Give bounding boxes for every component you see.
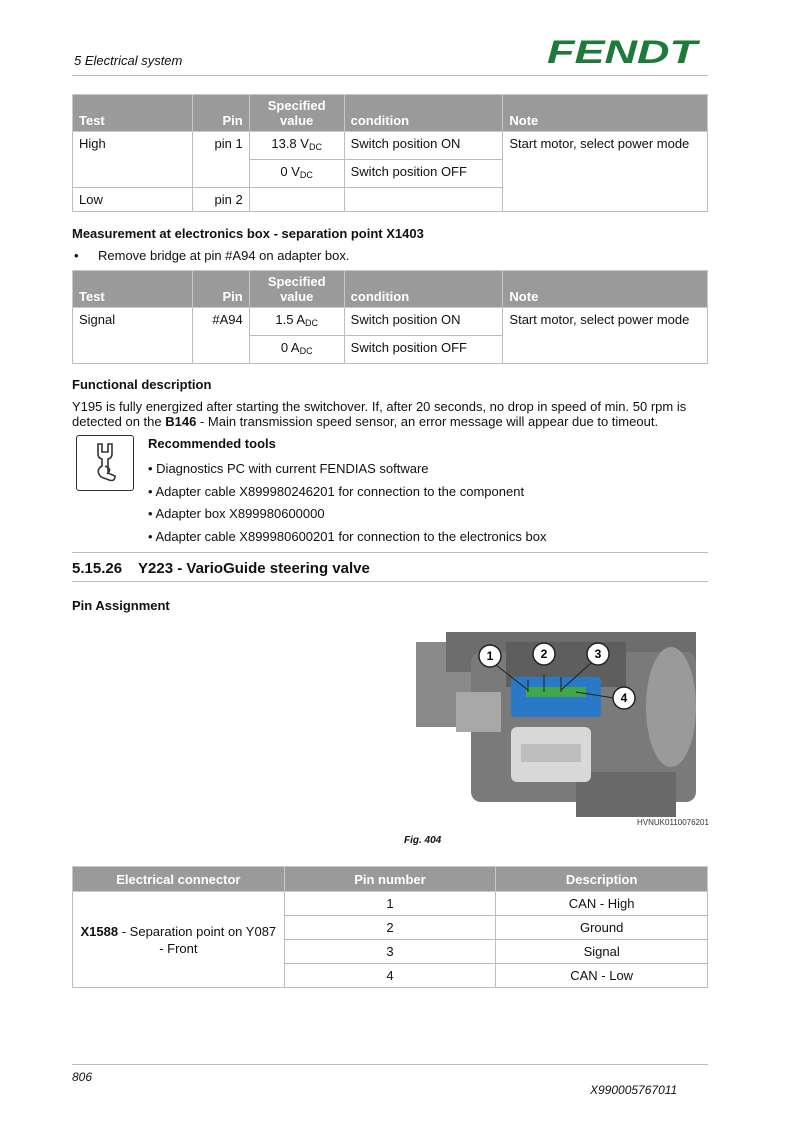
condition-cell [344,188,503,212]
document-number: X990005767011 [590,1083,678,1097]
col-header-condition: condition [344,95,503,132]
table-row [73,892,708,916]
col-header-connector: Electrical connector [73,867,285,892]
page-number: 806 [72,1070,93,1084]
figure-caption: Fig. 404 [404,835,442,846]
value-cell: 0 $V_{DC}$ [249,160,344,188]
list-item: • Adapter box X899980600000 [148,506,325,522]
measurement-table-1 [72,94,708,212]
measurement-table-2 [72,270,708,364]
list-item: • Adapter cable X899980246201 for connection to the component [148,483,525,499]
value-cell [249,188,344,212]
callout-label: 3 [594,647,602,661]
note-cell: Start motor, select power mode [503,308,708,364]
list-item: • Diagnostics PC with current FENDIAS software [148,461,429,476]
col-header-description: Description [496,867,708,892]
table-row [73,132,708,160]
col-header-pin: Pin [192,271,249,308]
bullet-icon: • [74,248,79,263]
condition-cell: Switch position ON [344,132,503,160]
fendt-logo-graphic [545,36,700,68]
condition-cell: Switch position OFF [344,160,503,188]
tools-icon [76,435,134,491]
pin-cell: #A94 [192,308,249,364]
description-cell: CAN - High [496,892,708,916]
value-cell: 13.8 $V_{DC}$ [249,132,344,160]
callout-label: 1 [486,649,494,663]
valve-connector-image [416,632,696,820]
condition-cell: Switch position ON [344,308,503,336]
col-header-specified-value: Specified value [249,271,344,308]
functional-heading: Functional description [72,377,212,392]
test-cell: High [73,132,193,188]
bullet-text: Remove bridge at pin #A94 on adapter box. [98,248,350,263]
tools-list [148,458,546,549]
col-header-note: Note [503,95,708,132]
section-rule-bottom [72,581,708,582]
image-id: HVNUK0110076201 [637,818,709,827]
section-rule-top [72,552,708,553]
callout-label: 2 [540,647,548,661]
fendt-logo [545,36,700,71]
pin-assignment-heading: Pin Assignment [72,598,170,613]
functional-text: Y195 is fully energized after starting the switchover. If, after 20 seconds, no drop in speed of min. 50 rpm is detected on the B146 - Main transmission speed sensor, an error message will appear due to timeout. [72,399,687,429]
col-header-condition: condition [344,271,503,308]
header-rule [72,75,708,76]
table-row [73,308,708,336]
col-header-note: Note [503,271,708,308]
valve-illustration [416,632,696,820]
value-cell: 1.5 $A_{DC}$ [249,308,344,336]
footer-rule [72,1064,708,1065]
col-header-test: Test [73,95,193,132]
col-header-pin: Pin [192,95,249,132]
description-cell: Signal [496,940,708,964]
pin-cell: pin 2 [192,188,249,212]
pin-cell: pin 1 [192,132,249,188]
test-cell: Low [73,188,193,212]
description-cell: CAN - Low [496,964,708,988]
pin-number-cell: 3 [284,940,496,964]
col-header-test: Test [73,271,193,308]
measurement-heading: Measurement at electronics box - separation point X1403 [72,226,424,241]
test-cell: Signal [73,308,193,364]
callout-label: 4 [620,691,628,705]
col-header-specified-value: Specified value [249,95,344,132]
list-item: • Adapter cable X899980600201 for connection to the electronics box [148,529,547,545]
section-header: 5 Electrical system [74,53,183,68]
pin-number-cell: 2 [284,916,496,940]
note-cell: Start motor, select power mode [503,132,708,212]
fendt-wordmark: FENDT [547,36,700,68]
description-cell: Ground [496,916,708,940]
connector-cell: X1588 - Separation point on Y087 - Front [73,892,285,988]
tools-heading: Recommended tools [148,436,276,451]
col-header-pin-number: Pin number [284,867,496,892]
pin-number-cell: 1 [284,892,496,916]
value-cell: 0 $A_{DC}$ [249,336,344,364]
wrench-icon [77,436,133,490]
condition-cell: Switch position OFF [344,336,503,364]
section-title: 5.15.26 Y223 - VarioGuide steering valve [72,560,370,577]
pin-assignment-table [72,866,708,988]
bullet-item [74,248,350,263]
pin-number-cell: 4 [284,964,496,988]
